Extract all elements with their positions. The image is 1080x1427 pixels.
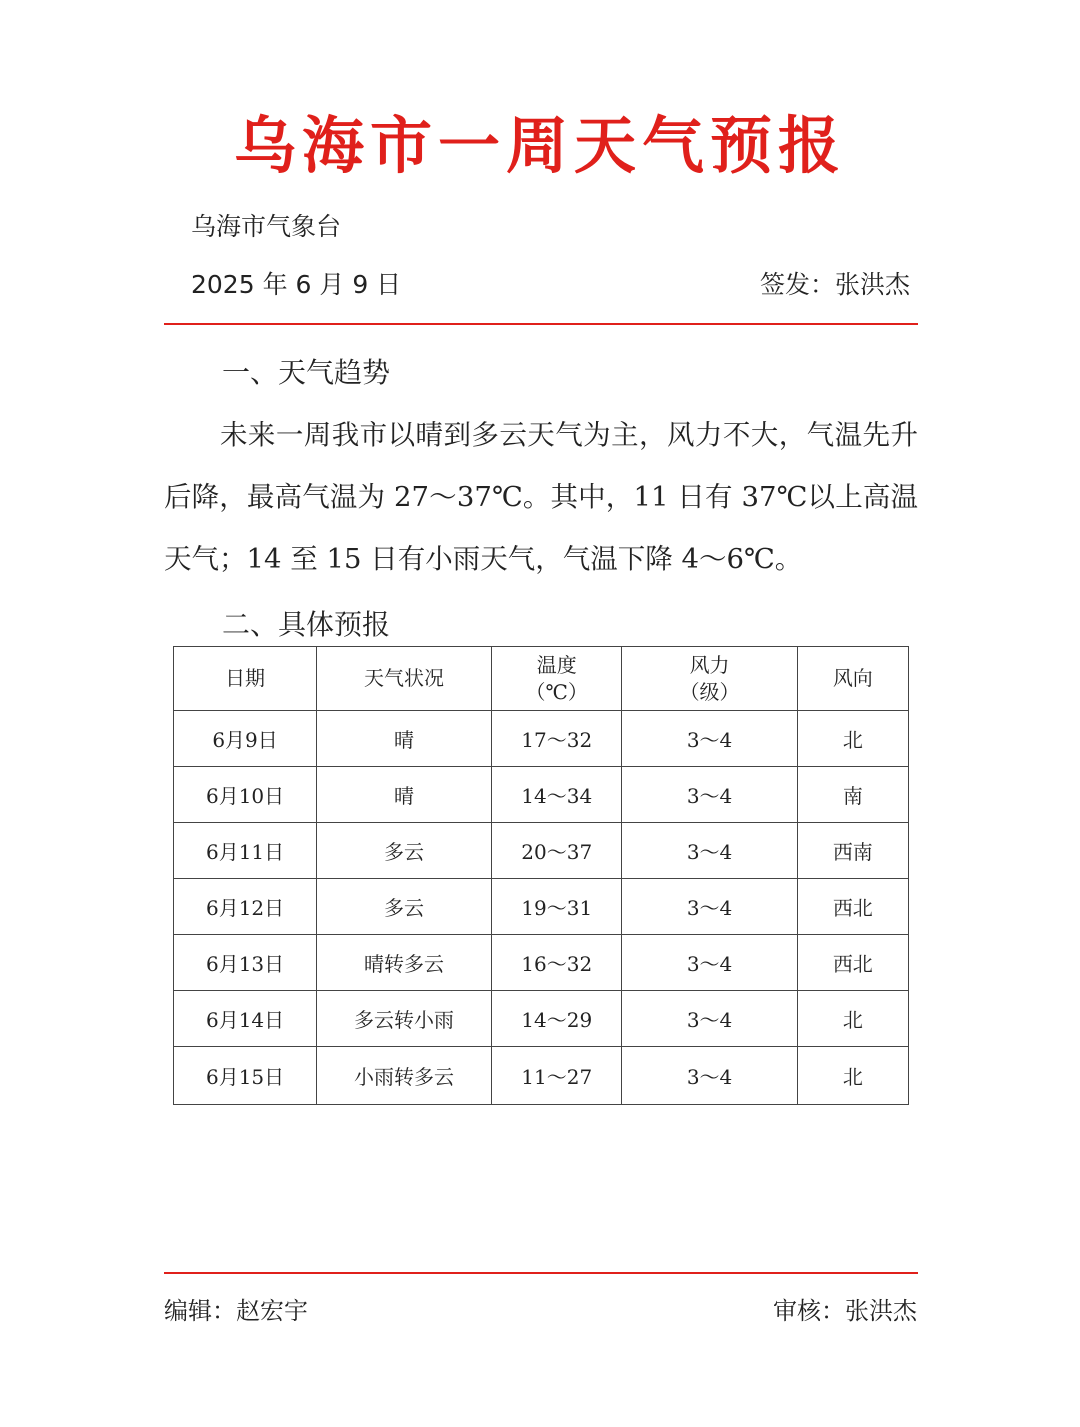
cell-wind-direction: 西北 — [797, 879, 908, 935]
header-wind-direction: 风向 — [797, 647, 908, 711]
cell-date: 6月14日 — [174, 991, 317, 1047]
cell-wind-force: 3～4 — [622, 879, 797, 935]
footer-divider — [164, 1272, 918, 1274]
cell-wind-force: 3～4 — [622, 823, 797, 879]
cell-temperature: 17～32 — [491, 711, 622, 767]
cell-wind-direction: 南 — [797, 767, 908, 823]
cell-weather: 小雨转多云 — [317, 1047, 492, 1105]
cell-wind-direction: 北 — [797, 1047, 908, 1105]
header-date: 日期 — [174, 647, 317, 711]
table-row — [174, 823, 909, 879]
cell-weather: 晴转多云 — [317, 935, 492, 991]
table-row — [174, 935, 909, 991]
table-row — [174, 711, 909, 767]
table-row — [174, 991, 909, 1047]
cell-wind-direction: 西南 — [797, 823, 908, 879]
header-temperature-label: 温度 — [536, 652, 577, 677]
editor-credit: 编辑：赵宏宇 — [164, 1297, 308, 1325]
cell-date: 6月11日 — [174, 823, 317, 879]
document-title: 乌海市一周天气预报 — [233, 109, 846, 182]
table-header-row — [174, 647, 909, 711]
cell-date: 6月12日 — [174, 879, 317, 935]
cell-date: 6月9日 — [174, 711, 317, 767]
cell-temperature: 16～32 — [491, 935, 622, 991]
header-weather: 天气状况 — [317, 647, 492, 711]
header-wind-force-label: 风力 — [689, 652, 730, 677]
cell-weather: 多云转小雨 — [317, 991, 492, 1047]
header-temperature-unit: （℃） — [525, 679, 588, 704]
cell-wind-direction: 西北 — [797, 935, 908, 991]
cell-temperature: 14～34 — [491, 767, 622, 823]
cell-wind-force: 3～4 — [622, 1047, 797, 1105]
cell-date: 6月15日 — [174, 1047, 317, 1105]
signer: 签发：张洪杰 — [759, 270, 910, 299]
header-wind-force — [622, 647, 797, 711]
cell-date: 6月13日 — [174, 935, 317, 991]
forecast-table — [173, 646, 909, 1105]
cell-wind-direction: 北 — [797, 711, 908, 767]
cell-weather: 晴 — [317, 767, 492, 823]
cell-wind-force: 3～4 — [622, 935, 797, 991]
table-row — [174, 879, 909, 935]
cell-weather: 多云 — [317, 823, 492, 879]
cell-wind-force: 3～4 — [622, 991, 797, 1047]
issue-date: 2025 年 6 月 9 日 — [191, 270, 402, 299]
cell-wind-direction: 北 — [797, 991, 908, 1047]
cell-temperature: 19～31 — [491, 879, 622, 935]
section-heading-forecast: 二、具体预报 — [222, 608, 391, 641]
cell-wind-force: 3～4 — [622, 711, 797, 767]
table-row — [174, 767, 909, 823]
section-heading-trend: 一、天气趋势 — [222, 356, 391, 389]
header-wind-force-unit: （级） — [679, 679, 740, 704]
issuer-name: 乌海市气象台 — [191, 212, 342, 241]
cell-temperature: 11～27 — [491, 1047, 622, 1105]
cell-temperature: 14～29 — [491, 991, 622, 1047]
header-divider — [164, 323, 918, 325]
table-row — [174, 1047, 909, 1105]
cell-wind-force: 3～4 — [622, 767, 797, 823]
reviewer-credit: 审核：张洪杰 — [773, 1297, 917, 1325]
cell-weather: 晴 — [317, 711, 492, 767]
cell-date: 6月10日 — [174, 767, 317, 823]
cell-temperature: 20～37 — [491, 823, 622, 879]
header-temperature — [491, 647, 622, 711]
trend-paragraph: 未来一周我市以晴到多云天气为主，风力不大，气温先升后降，最高气温为 27～37℃。其中，11 日有 37℃以上高温天气；14 至 15 日有小雨天气，气温下降 4～6℃。 — [164, 419, 918, 575]
cell-weather: 多云 — [317, 879, 492, 935]
